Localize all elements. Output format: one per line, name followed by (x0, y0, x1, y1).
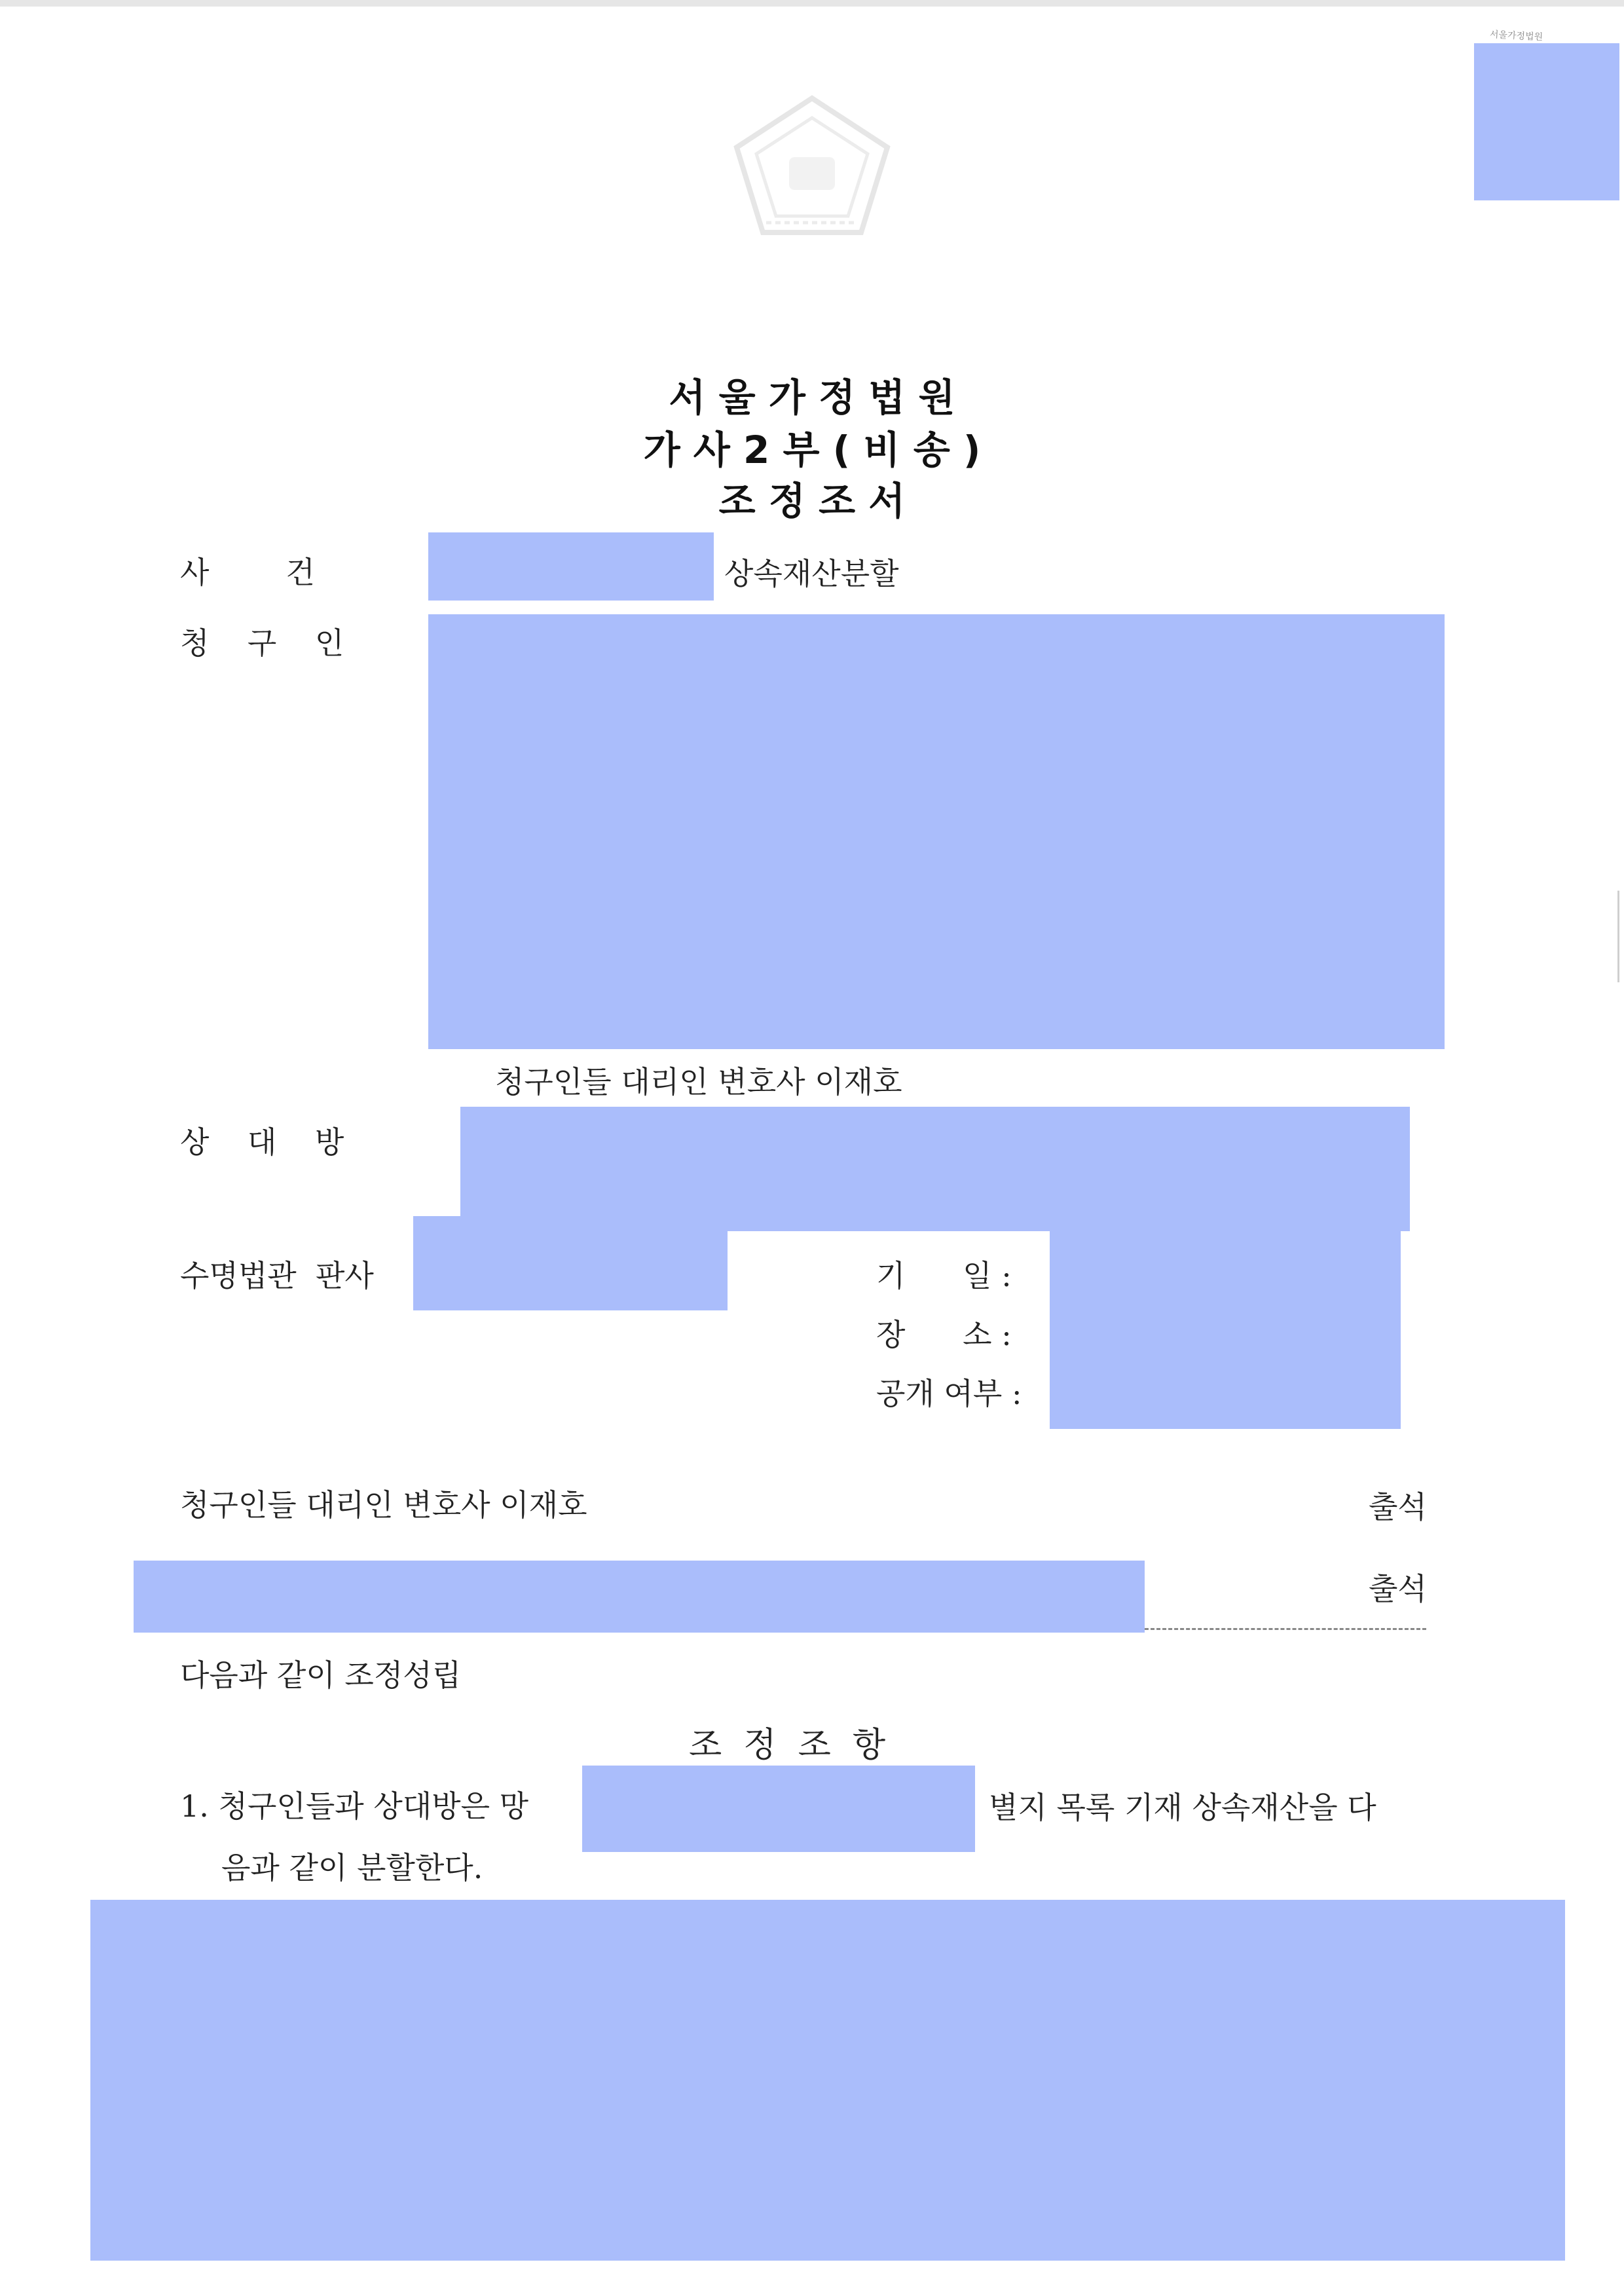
redaction-corner (1474, 43, 1619, 200)
item1-line2: 음과 같이 분할한다. (221, 1850, 483, 1885)
redaction-attendee (134, 1561, 1145, 1633)
redaction-case-number (428, 532, 714, 601)
attendance-divider (1145, 1628, 1426, 1630)
public-label: 공개 여부 : (876, 1376, 1022, 1411)
redaction-division-details (90, 1900, 1565, 2261)
petitioner-agent: 청구인들 대리인 변호사 이재호 (495, 1064, 902, 1100)
respondent-label: 상 대 방 (180, 1124, 344, 1160)
section-title: 조 정 조 항 (689, 1726, 886, 1765)
settled-text: 다음과 같이 조정성립 (180, 1657, 462, 1693)
case-label: 사 건 (180, 555, 315, 590)
court-name: 서 울 가 정 법 원 (669, 375, 955, 420)
redaction-judge (413, 1216, 728, 1310)
division-name: 가 사 2 부 ( 비 송 ) (643, 428, 981, 472)
case-value: 상속재산분할 (724, 556, 899, 591)
document-title: 조 정 조 서 (718, 479, 906, 523)
redaction-deceased-name (582, 1766, 975, 1852)
redaction-petitioners (428, 614, 1445, 1049)
date-label: 기 일 : (876, 1258, 1012, 1293)
attendance-row1-status: 출석 (1369, 1489, 1427, 1525)
place-label: 장 소 : (876, 1317, 1012, 1352)
item1-part1: 1. 청구인들과 상대방은 망 (180, 1788, 529, 1824)
redaction-respondent (460, 1107, 1410, 1231)
item1-part2: 별지 목록 기재 상속재산을 다 (989, 1790, 1376, 1825)
attendance-row2-status: 출석 (1369, 1571, 1427, 1606)
judge-label: 수명법관 판사 (180, 1258, 374, 1293)
corner-stamp-text: 서울가정법원 (1489, 29, 1543, 43)
scan-right-edge (1617, 891, 1619, 982)
scan-top-edge (0, 0, 1624, 7)
attendance-row1-text: 청구인들 대리인 변호사 이재호 (180, 1487, 587, 1523)
petitioner-label: 청 구 인 (180, 625, 344, 661)
court-seal-icon (727, 92, 897, 242)
redaction-date-place-public (1050, 1231, 1401, 1429)
